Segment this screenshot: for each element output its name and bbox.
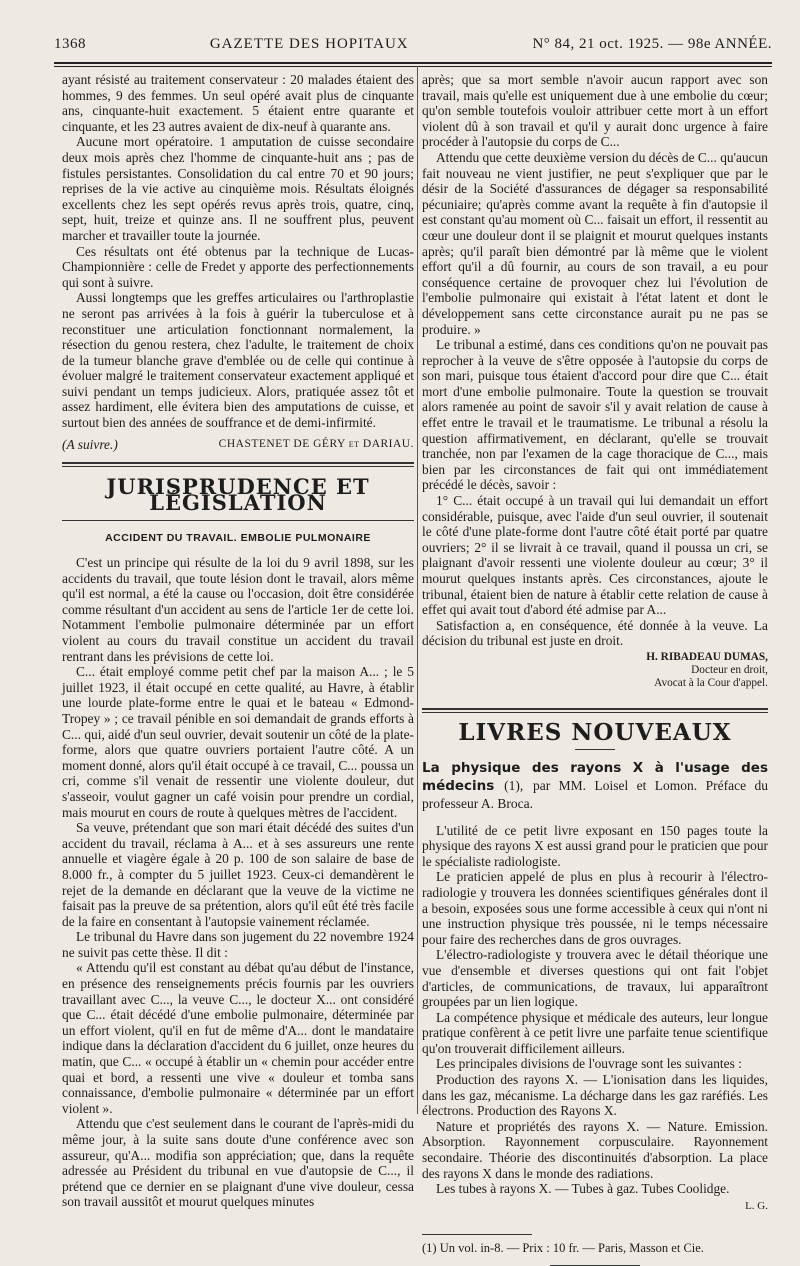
paragraph: C'est un principe qui résulte de la loi du 9 avril 1898, sur les accidents du travail, que toute lésion dont le travail, alors même qu'il est normal, a été la cause ou l'occasion, doit être considérée comme résultant d'un accident au sens de l'article 1er de cette loi. Notamment l'embolie pulmonaire déterminée par un effort violent au cours du travail constitue un accident du travail rentrant dans les prévisions de cette loi. [62, 555, 414, 664]
header-rule [54, 62, 772, 67]
left-column [62, 72, 414, 1210]
footnote-ref: (1), [504, 777, 524, 793]
footnote: (1) Un vol. in-8. — Prix : 10 fr. — Paris, Masson et Cie. [422, 1241, 704, 1256]
paragraph: après; que sa mort semble n'avoir aucun rapport avec son travail, mais qu'elle est uniquement due à une embolie du cœur; qu'on semble toutefois vouloir attribuer cette mort à un effort violent dû à son travail et qu'il y aurait donc urgence à faire procéder à l'autopsie du corps de C... [422, 72, 768, 150]
article-authors: CHASTENET DE GÉRY et DARIAU. [218, 437, 414, 450]
paragraph: Sa veuve, prétendant que son mari était décédé des suites d'un accident du travail, réclama à A... et à ses assureurs une rente annuelle et viagère égale à 20 p. 100 de son salaire de base de 8.000 fr., à compter du 5 juillet 1923. Ceux-ci demandèrent le rejet de la demande en déclarant que la veuve de la victime ne faisait pas la preuve de sa prétention, alors qu'il eût été très facile de la faire en consentant à l'autopsie vainement réclamée. [62, 820, 414, 929]
book-heading [422, 760, 768, 813]
section-rule [422, 708, 768, 713]
paragraph: Nature et propriétés des rayons X. — Nature. Emission. Absorption. Rayonnement corpusculaire. Rayonnement secondaire. Théorie des discontinuités d'absorption. La place des rayons X dans le monde des radiations. [422, 1118, 768, 1181]
paragraph: Le praticien appelé de plus en plus à recourir à l'électro-radiologie y trouvera les données scientifiques générales dont il a besoin, exposées sous une forme accessible à ceux qui n'ont ni une instruction physique très poussée, ni le temps nécessaire pour faire des recherches dans de gros ouvrages. [422, 869, 768, 947]
section-rule [62, 462, 414, 467]
paragraph: C... était employé comme petit chef par la maison A... ; le 5 juillet 1923, il était occupé en cette qualité, au Havre, à établir une lourde plate-forme entre le quai et le bateau « Edmond-Tropey » ; ce travail pénible en soi demandait de grands efforts à C... qui, aidé d'un seul ouvrier, devait soutenir un côté de la plate-forme, alors que quatre ouvriers portaient l'autre côté. A un moment donné, alors qu'il était occupé à ce travail, C... poussa un cri, comme s'il venait de ressentir une violente douleur, dut s'asseoir, voulut gagner un café voisin pour prendre un cordial, mais mourut en cours de route à quelques mètres de l'accident. [62, 664, 414, 820]
section-title-jurisprudence: JURISPRUDENCE ET LÉGISLATION [106, 474, 370, 515]
page-number: 1368 [54, 36, 86, 52]
footnote-rule [422, 1234, 532, 1235]
signature-title: Avocat à la Cour d'appel. [654, 676, 768, 689]
section-title-livres: LIVRES NOUVEAUX [458, 718, 732, 746]
paragraph: Satisfaction a, en conséquence, été donnée à la veuve. La décision du tribunal est juste en droit. [422, 617, 768, 649]
journal-title: GAZETTE DES HOPITAUX [209, 36, 409, 52]
review-initials: L. G. [745, 1199, 768, 1212]
issue-info: N° 84, 21 oct. 1925. — 98e ANNÉE. [532, 36, 772, 52]
quote-paragraph: « Attendu qu'il est constant au débat qu'au début de l'instance, en présence des renseignements précis fournis par les ouvriers travaillant avec C..., la veuve C..., le docteur X... ont considéré que C... était décédé d'une embolie pulmonaire, déterminée par un effort violent, qu'il en fut de même d'A... dont le mandataire indique dans la déclaration d'accident du 6 juillet, onze heures du matin, que C... « occupé à établir un « chemin pour accéder entre quai et bord, a ressenti une vive « douleur et tomba sans connaissance, d'embolie pulmonaire « déterminée par un effort violent ». [62, 960, 414, 1116]
paragraph: La compétence physique et médicale des auteurs, leur longue pratique confèrent à ce petit livre une parfaite tenue scientifique qu'on trouverait difficilement ailleurs. [422, 1009, 768, 1056]
legal-signature [422, 651, 768, 690]
to-be-continued: (A suivre.) [62, 436, 118, 452]
article-signature [62, 437, 414, 453]
book-authors: par MM. Loisel et Lomon. Préface du professeur A. Broca. [422, 777, 769, 811]
paragraph: Les principales divisions de l'ouvrage sont les suivantes : [436, 1056, 742, 1072]
paragraph: Aussi longtemps que les greffes articulaires ou l'arthroplastie ne seront pas arrivées à la fois à guérir la tuberculose et à reconstituer une articulation fonctionnant normalement, la résection du genou restera, chez l'adulte, le traitement de choix de la tumeur blanche grave d'emblée ou de celle qui continue à évoluer malgré le traitement conservateur exactement appliqué et suivi pendant un temps judicieux. Alors, pratiquée assez tôt et assez hardiment, elle évitera bien des amputations de cuisse, et surtout bien des années de souffrance et de demi-infirmité. [62, 290, 414, 431]
book-title: La physique des rayons X à l'usage des médecins [422, 759, 768, 794]
paragraph: 1° C... était occupé à un travail qui lui demandait un effort considérable, puisque, avec l'aide d'un seul ouvrier, il soutenait le côté d'une plate-forme dont l'autre côté était porté par quatre ouvriers; 2° il se livrait à ce travail, quand il poussa un cri, se plaignant d'avoir ressenti une violente douleur au cœur; 3° il mourut quelques instants après. Ces circonstances, ajoute le tribunal, étaient bien de nature à établir cette relation de cause à effet qui avait tout d'abord été admise par A... [422, 493, 768, 618]
paragraph: Aucune mort opératoire. 1 amputation de cuisse secondaire deux mois après chez l'homme de cinquante-huit ans ; pas de fistules persistantes. Consolidation du cal entre 70 et 90 jours; reprises de la vie active au cinquième mois. Résultats éloignés excellents chez les sept opérés revus après trois, quatre, cinq, sept, huit, treize et quinze ans. Il ne souffrent plus, peuvent marcher et travailler toute la journée. [62, 134, 414, 243]
signature-title: Docteur en droit, [691, 663, 768, 676]
paragraph: L'utilité de ce petit livre exposant en 150 pages toute la physique des rayons X est aussi grand pour le praticien que pour le spécialiste radiologiste. [422, 822, 768, 869]
section-rule [62, 520, 414, 521]
paragraph: Le tribunal a estimé, dans ces conditions qu'on ne pouvait pas reprocher à la veuve de s'être opposée à l'autopsie du corps de son mari, puisque tous étaient d'accord pour dire que C... était mort d'une embolie pulmonaire. Toute la question se trouvait alors ramenée au point de savoir s'il y avait relation de cause à effet entre le travail et le traumatisme. Le tribunal a résolu la question affirmativement, en déclarant, qu'elle se trouvait tranchée, non par l'examen de la cage thoracique de C..., mais bien par les circonstances de fait qui ont immédiatement précédé le décès, savoir : [422, 337, 768, 493]
paragraph: ayant résisté au traitement conservateur : 20 malades étaient des hommes, 9 des femmes. Un seul opéré avait plus de cinquante ans, cinquante-huit exactement. 5 étaient entre quarante et cinquante, et les 23 autres avaient de dix-neuf à quarante ans. [62, 72, 414, 134]
short-rule [575, 749, 615, 750]
right-column [422, 72, 768, 1266]
signature-name: H. RIBADEAU DUMAS, [646, 650, 768, 663]
column-divider [417, 66, 418, 1114]
paragraph: Production des rayons X. — L'ionisation dans les liquides, dans les gaz, mécanisme. La décharge dans les gaz raréfiés. Les électrons. Production des Rayons X. [422, 1072, 768, 1119]
article-title: ACCIDENT DU TRAVAIL. EMBOLIE PULMONAIRE [105, 532, 371, 545]
paragraph: Attendu que c'est seulement dans le courant de l'après-midi du même jour, à la suite sans doute d'une conférence avec son assureur, qu'A... modifia son appréciation; que, dans la requête adressée au Président du tribunal en vue d'autopsie de C..., il prétend que ce dernier en se plaignant d'une vive douleur, cessa son travail aussitôt et mourut quelques minutes [62, 1116, 414, 1210]
paragraph: Le tribunal du Havre dans son jugement du 22 novembre 1924 ne suivit pas cette thèse. Il dit : [62, 929, 414, 960]
paragraph: Les tubes à rayons X. — Tubes à gaz. Tubes Coolidge. [436, 1181, 730, 1197]
paragraph: L'électro-radiologiste y trouvera avec le détail théorique une vue d'ensemble et diverses questions qui ont fait l'objet d'articles, de communications, de travaux, lui apparaîtront groupées par un lien logique. [422, 947, 768, 1010]
page-header [54, 36, 772, 58]
paragraph: Attendu que cette deuxième version du décès de C... qu'aucun fait nouveau ne vient justifier, ne peut s'expliquer que par le désir de la Société d'assurances de dégager sa responsabilité pécuniaire; qu'après comme avant la requête à fin d'autopsie il est constant qu'au moment où C... faisait un effort, il ressentit au cœur une douleur dont il se plaignit et mourut quelques instants après; qu'il paraît bien démontré par là même que le violent effort qu'il a dû fournir, au cours de son travail, a eu pour conséquence certaine de provoquer chez lui l'évolution de l'embolie pulmonaire qui existait à l'état latent et dont le développement sans cette circonstance aurait pu ne pas se produire. » [422, 149, 768, 337]
paragraph: Ces résultats ont été obtenus par la technique de Lucas-Championnière : celle de Fredet y apporte des perfectionnements qui sont à suivre. [62, 243, 414, 290]
